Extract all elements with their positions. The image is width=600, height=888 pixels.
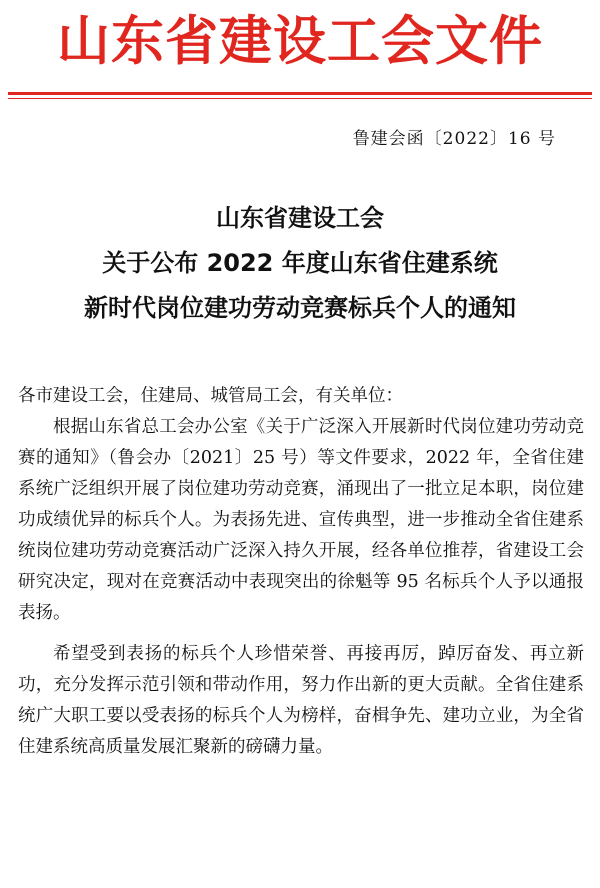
document-number: 鲁建会函〔2022〕16 号 — [352, 129, 556, 149]
notice-title — [0, 196, 600, 331]
header-divider-thin — [8, 98, 592, 99]
body-paragraph-2: 希望受到表扬的标兵个人珍惜荣誉、再接再厉，踔厉奋发、再立新功，充分发挥示范引领和带动作用，努力作出新的更大贡献。全省住建系统广大职工要以受表扬的标兵个人为榜样，奋楫争先、建功立业，为全省住建系统高质量发展汇聚新的磅礴力量。 — [18, 644, 584, 757]
notice-title-line-3: 新时代岗位建功劳动竞赛标兵个人的通知 — [84, 294, 516, 322]
notice-title-line-2: 关于公布 2022 年度山东省住建系统 — [102, 249, 498, 277]
salutation: 各市建设工会，住建局、城管局工会，有关单位： — [18, 386, 403, 406]
document-header-title: 山东省建设工会文件 — [57, 11, 543, 72]
notice-title-line-1: 山东省建设工会 — [216, 204, 384, 232]
header-divider-thick — [8, 92, 592, 95]
body-paragraph-1: 根据山东省总工会办公室《关于广泛深入开展新时代岗位建功劳动竞赛的通知》（鲁会办〔2021〕25 号）等文件要求，2022 年，全省住建系统广泛组织开展了岗位建功劳动竞赛，涌现出了一批立足本职，岗位建功成绩优异的标兵个人。为表扬先进、宣传典型，进一步推动全省住建系统岗位建功劳动竞赛活动广泛深入持久开展，经各单位推荐，省建设工会研究决定，现对在竞赛活动中表现突出的徐魁等 95 名标兵个人予以通报表扬。 — [18, 417, 584, 623]
notice-body — [18, 381, 584, 763]
